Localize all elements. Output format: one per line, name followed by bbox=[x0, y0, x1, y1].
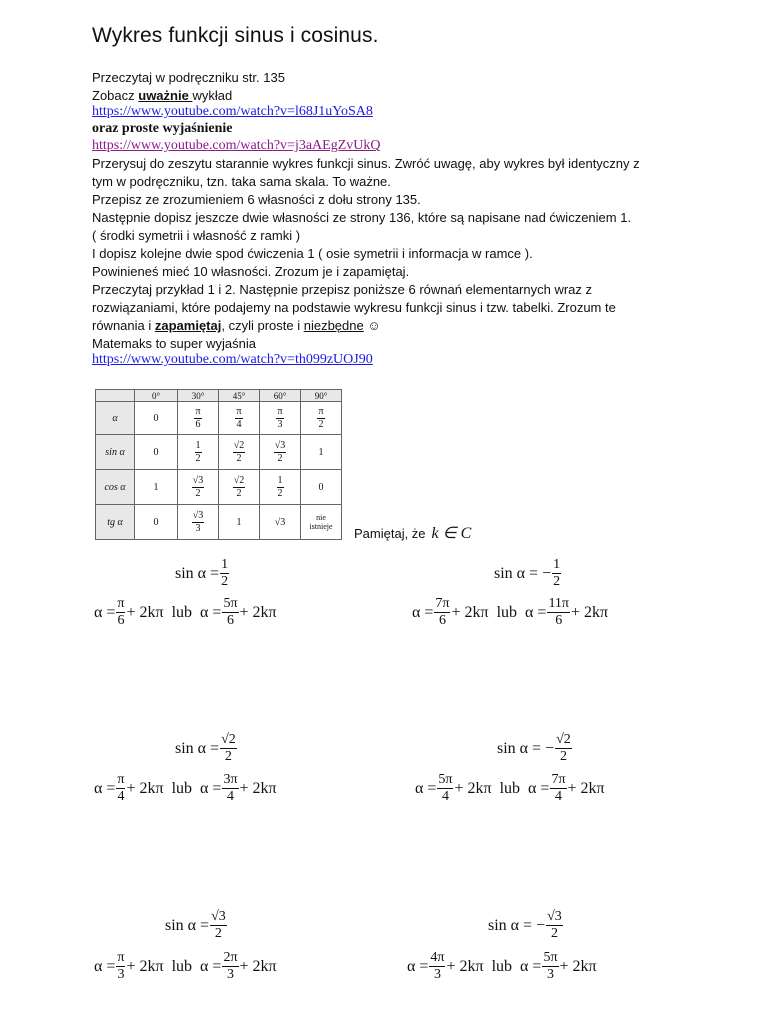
angle-header: 30° bbox=[178, 390, 219, 402]
solution-lhs: α = bbox=[94, 779, 116, 797]
emphasis-essential: niezbędne bbox=[303, 318, 364, 333]
table-cell bbox=[219, 435, 260, 470]
smiley-icon: ☺ bbox=[363, 318, 381, 333]
period-term: + 2kπ bbox=[239, 779, 277, 797]
denominator: 3 bbox=[226, 967, 234, 982]
numerator: 1 bbox=[195, 439, 201, 451]
table-cell bbox=[260, 470, 301, 505]
period-term: + 2kπ bbox=[126, 779, 164, 797]
table-cell bbox=[219, 470, 260, 505]
text-segment: , czyli proste i bbox=[221, 318, 304, 333]
equation-1 bbox=[175, 558, 230, 589]
note-math: k ∈ C bbox=[431, 525, 472, 542]
or-word: lub bbox=[171, 603, 193, 621]
instruction-read: Przeczytaj w podręczniku str. 135 bbox=[92, 70, 285, 85]
numerator: 7π bbox=[435, 596, 450, 611]
row-label: sin α bbox=[96, 435, 135, 470]
instruction-draw: Przerysuj do zeszytu starannie wykres funkcji sinus. Zwróć uwagę, aby wykres był identyczny z bbox=[92, 156, 640, 171]
solution-3 bbox=[94, 773, 277, 804]
table-cell bbox=[260, 402, 301, 435]
period-term: + 2kπ bbox=[571, 603, 609, 621]
table-cell: 1 bbox=[135, 470, 178, 505]
undefined-text: istnieje bbox=[309, 522, 333, 531]
numerator: 3π bbox=[223, 772, 238, 787]
solution-lhs: α = bbox=[94, 957, 116, 975]
numerator: π bbox=[277, 405, 283, 417]
equation-lhs: sin α = − bbox=[488, 916, 546, 934]
numerator: 5π bbox=[223, 596, 238, 611]
denominator: 4 bbox=[441, 789, 449, 804]
text-segment: wykład bbox=[192, 88, 233, 103]
instruction-watch bbox=[92, 87, 232, 104]
table-cell bbox=[178, 505, 219, 540]
equation-4 bbox=[497, 733, 573, 764]
angle-header: 45° bbox=[219, 390, 260, 402]
solution-lhs: α = bbox=[525, 603, 547, 621]
denominator: 6 bbox=[555, 613, 563, 628]
equation-lhs: sin α = bbox=[175, 564, 220, 582]
period-term: + 2kπ bbox=[567, 779, 605, 797]
row-label: α bbox=[96, 402, 135, 435]
table-cell bbox=[178, 435, 219, 470]
denominator: 2 bbox=[277, 487, 283, 499]
instruction-example: Przeczytaj przykład 1 i 2. Następnie przepisz poniższe 6 równań elementarnych wraz z bbox=[92, 282, 593, 297]
denominator: 4 bbox=[226, 789, 234, 804]
table-cell bbox=[260, 435, 301, 470]
table-cell: 0 bbox=[135, 402, 178, 435]
denominator: 2 bbox=[550, 926, 558, 941]
instruction-ten: Powinieneś mieć 10 własności. Zrozum je i zapamiętaj. bbox=[92, 264, 410, 279]
equation-lhs: sin α = − bbox=[497, 739, 555, 757]
table-cell bbox=[301, 505, 342, 540]
denominator: 6 bbox=[438, 613, 446, 628]
denominator: 4 bbox=[236, 418, 242, 430]
denominator: 4 bbox=[117, 789, 125, 804]
period-term: + 2kπ bbox=[126, 957, 164, 975]
undefined-text: nie bbox=[316, 513, 326, 522]
solution-4 bbox=[415, 773, 605, 804]
matemaks-link[interactable]: https://www.youtube.com/watch?v=th099zUOJ90 bbox=[92, 352, 373, 367]
or-word: lub bbox=[171, 779, 193, 797]
denominator: 2 bbox=[214, 926, 222, 941]
denominator: 2 bbox=[236, 452, 242, 464]
instruction-symmetry: ( środki symetrii i własność z ramki ) bbox=[92, 228, 301, 243]
numerator: √3 bbox=[192, 509, 204, 521]
numerator: √2 bbox=[233, 474, 245, 486]
table-row-cos bbox=[96, 470, 342, 505]
numerator: √3 bbox=[547, 909, 562, 924]
text-segment: równania i bbox=[92, 318, 155, 333]
row-label: tg α bbox=[96, 505, 135, 540]
solution-lhs: α = bbox=[412, 603, 434, 621]
equation-lhs: sin α = − bbox=[494, 564, 552, 582]
instruction-example-cont: rozwiązaniami, które podajemy na podstawie wykresu funkcji sinus i tzw. tabelki. Zrozum te bbox=[92, 300, 616, 315]
solution-lhs: α = bbox=[520, 957, 542, 975]
table-cell: 0 bbox=[135, 435, 178, 470]
period-term: + 2kπ bbox=[126, 603, 164, 621]
page-title: Wykres funkcji sinus i cosinus. bbox=[92, 24, 379, 47]
denominator: 3 bbox=[117, 967, 125, 982]
text-segment: Zobacz bbox=[92, 88, 139, 103]
numerator: 1 bbox=[221, 557, 229, 572]
solution-lhs: α = bbox=[528, 779, 550, 797]
period-term: + 2kπ bbox=[454, 779, 492, 797]
numerator: 5π bbox=[543, 950, 558, 965]
denominator: 2 bbox=[236, 487, 242, 499]
table-cell: 0 bbox=[135, 505, 178, 540]
denominator: 6 bbox=[195, 418, 201, 430]
numerator: 11π bbox=[548, 596, 570, 611]
table-header-row bbox=[96, 390, 342, 402]
table-cell bbox=[301, 402, 342, 435]
denominator: 2 bbox=[221, 574, 229, 589]
equation-lhs: sin α = bbox=[175, 739, 220, 757]
numerator: 2π bbox=[223, 950, 238, 965]
solution-lhs: α = bbox=[94, 603, 116, 621]
instruction-more-properties: Następnie dopisz jeszcze dwie własności ze strony 136, które są napisane nad ćwiczeniem 1. bbox=[92, 210, 632, 225]
solution-lhs: α = bbox=[200, 779, 222, 797]
table-cell bbox=[178, 470, 219, 505]
table-cell: 0 bbox=[301, 470, 342, 505]
numerator: 4π bbox=[430, 950, 445, 965]
solution-6 bbox=[407, 951, 597, 982]
denominator: 2 bbox=[559, 749, 567, 764]
period-term: + 2kπ bbox=[446, 957, 484, 975]
numerator: π bbox=[117, 596, 125, 611]
lecture-link[interactable]: https://www.youtube.com/watch?v=l68J1uYoSA8 bbox=[92, 104, 373, 119]
table-cell bbox=[178, 402, 219, 435]
table-row-sin bbox=[96, 435, 342, 470]
equation-5 bbox=[165, 910, 228, 941]
table-cell bbox=[219, 402, 260, 435]
emphasis-remember: zapamiętaj bbox=[154, 318, 222, 333]
numerator: √3 bbox=[274, 439, 286, 451]
numerator: π bbox=[117, 950, 125, 965]
instruction-draw-cont: tym w podręczniku, tzn. taka sama skala. To ważne. bbox=[92, 174, 391, 189]
denominator: 3 bbox=[195, 522, 201, 534]
or-word: lub bbox=[496, 603, 518, 621]
period-term: + 2kπ bbox=[239, 957, 277, 975]
numerator: √2 bbox=[556, 732, 571, 747]
equation-2 bbox=[494, 558, 562, 589]
solution-lhs: α = bbox=[407, 957, 429, 975]
instruction-axes: I dopisz kolejne dwie spod ćwiczenia 1 ( osie symetrii i informacja w ramce ). bbox=[92, 246, 533, 261]
denominator: 3 bbox=[546, 967, 554, 982]
solution-2 bbox=[412, 597, 608, 628]
instruction-properties: Przepisz ze zrozumieniem 6 własności z dołu strony 135. bbox=[92, 192, 421, 207]
table-cell: 1 bbox=[301, 435, 342, 470]
numerator: π bbox=[236, 405, 242, 417]
solution-1 bbox=[94, 597, 277, 628]
denominator: 3 bbox=[277, 418, 283, 430]
numerator: √3 bbox=[211, 909, 226, 924]
angle-header: 90° bbox=[301, 390, 342, 402]
numerator: π bbox=[195, 405, 201, 417]
solution-lhs: α = bbox=[415, 779, 437, 797]
denominator: 2 bbox=[553, 574, 561, 589]
denominator: 3 bbox=[433, 967, 441, 982]
numerator: π bbox=[117, 772, 125, 787]
numerator: √3 bbox=[192, 474, 204, 486]
table-corner bbox=[96, 390, 135, 402]
solution-lhs: α = bbox=[200, 603, 222, 621]
angle-header: 0° bbox=[135, 390, 178, 402]
equation-lhs: sin α = bbox=[165, 916, 210, 934]
numerator: √2 bbox=[233, 439, 245, 451]
instruction-remember bbox=[92, 317, 381, 334]
numerator: 7π bbox=[551, 772, 566, 787]
period-term: + 2kπ bbox=[239, 603, 277, 621]
note-text: Pamiętaj, że bbox=[354, 526, 426, 541]
denominator: 2 bbox=[318, 418, 324, 430]
explanation-link[interactable]: https://www.youtube.com/watch?v=j3aAEgZvUkQ bbox=[92, 138, 381, 153]
row-label: cos α bbox=[96, 470, 135, 505]
angle-header: 60° bbox=[260, 390, 301, 402]
denominator: 2 bbox=[224, 749, 232, 764]
numerator: π bbox=[318, 405, 324, 417]
or-word: lub bbox=[171, 957, 193, 975]
instruction-matemaks: Matemaks to super wyjaśnia bbox=[92, 336, 257, 351]
period-term: + 2kπ bbox=[451, 603, 489, 621]
or-word: lub bbox=[491, 957, 513, 975]
table-cell: 1 bbox=[219, 505, 260, 540]
instruction-explanation: oraz proste wyjaśnienie bbox=[92, 121, 233, 136]
denominator: 6 bbox=[226, 613, 234, 628]
table-cell: √3 bbox=[260, 505, 301, 540]
denominator: 2 bbox=[277, 452, 283, 464]
denominator: 2 bbox=[195, 452, 201, 464]
denominator: 2 bbox=[195, 487, 201, 499]
remember-note bbox=[354, 523, 471, 543]
numerator: 5π bbox=[438, 772, 453, 787]
equation-6 bbox=[488, 910, 564, 941]
period-term: + 2kπ bbox=[559, 957, 597, 975]
solution-lhs: α = bbox=[200, 957, 222, 975]
denominator: 4 bbox=[554, 789, 562, 804]
table-row-tg bbox=[96, 505, 342, 540]
emphasis-carefully: uważnie bbox=[138, 88, 193, 103]
denominator: 6 bbox=[117, 613, 125, 628]
numerator: √2 bbox=[221, 732, 236, 747]
trig-values-table bbox=[95, 389, 342, 540]
or-word: lub bbox=[499, 779, 521, 797]
solution-5 bbox=[94, 951, 277, 982]
equation-3 bbox=[175, 733, 238, 764]
table-row-alpha bbox=[96, 402, 342, 435]
numerator: 1 bbox=[277, 474, 283, 486]
numerator: 1 bbox=[553, 557, 561, 572]
